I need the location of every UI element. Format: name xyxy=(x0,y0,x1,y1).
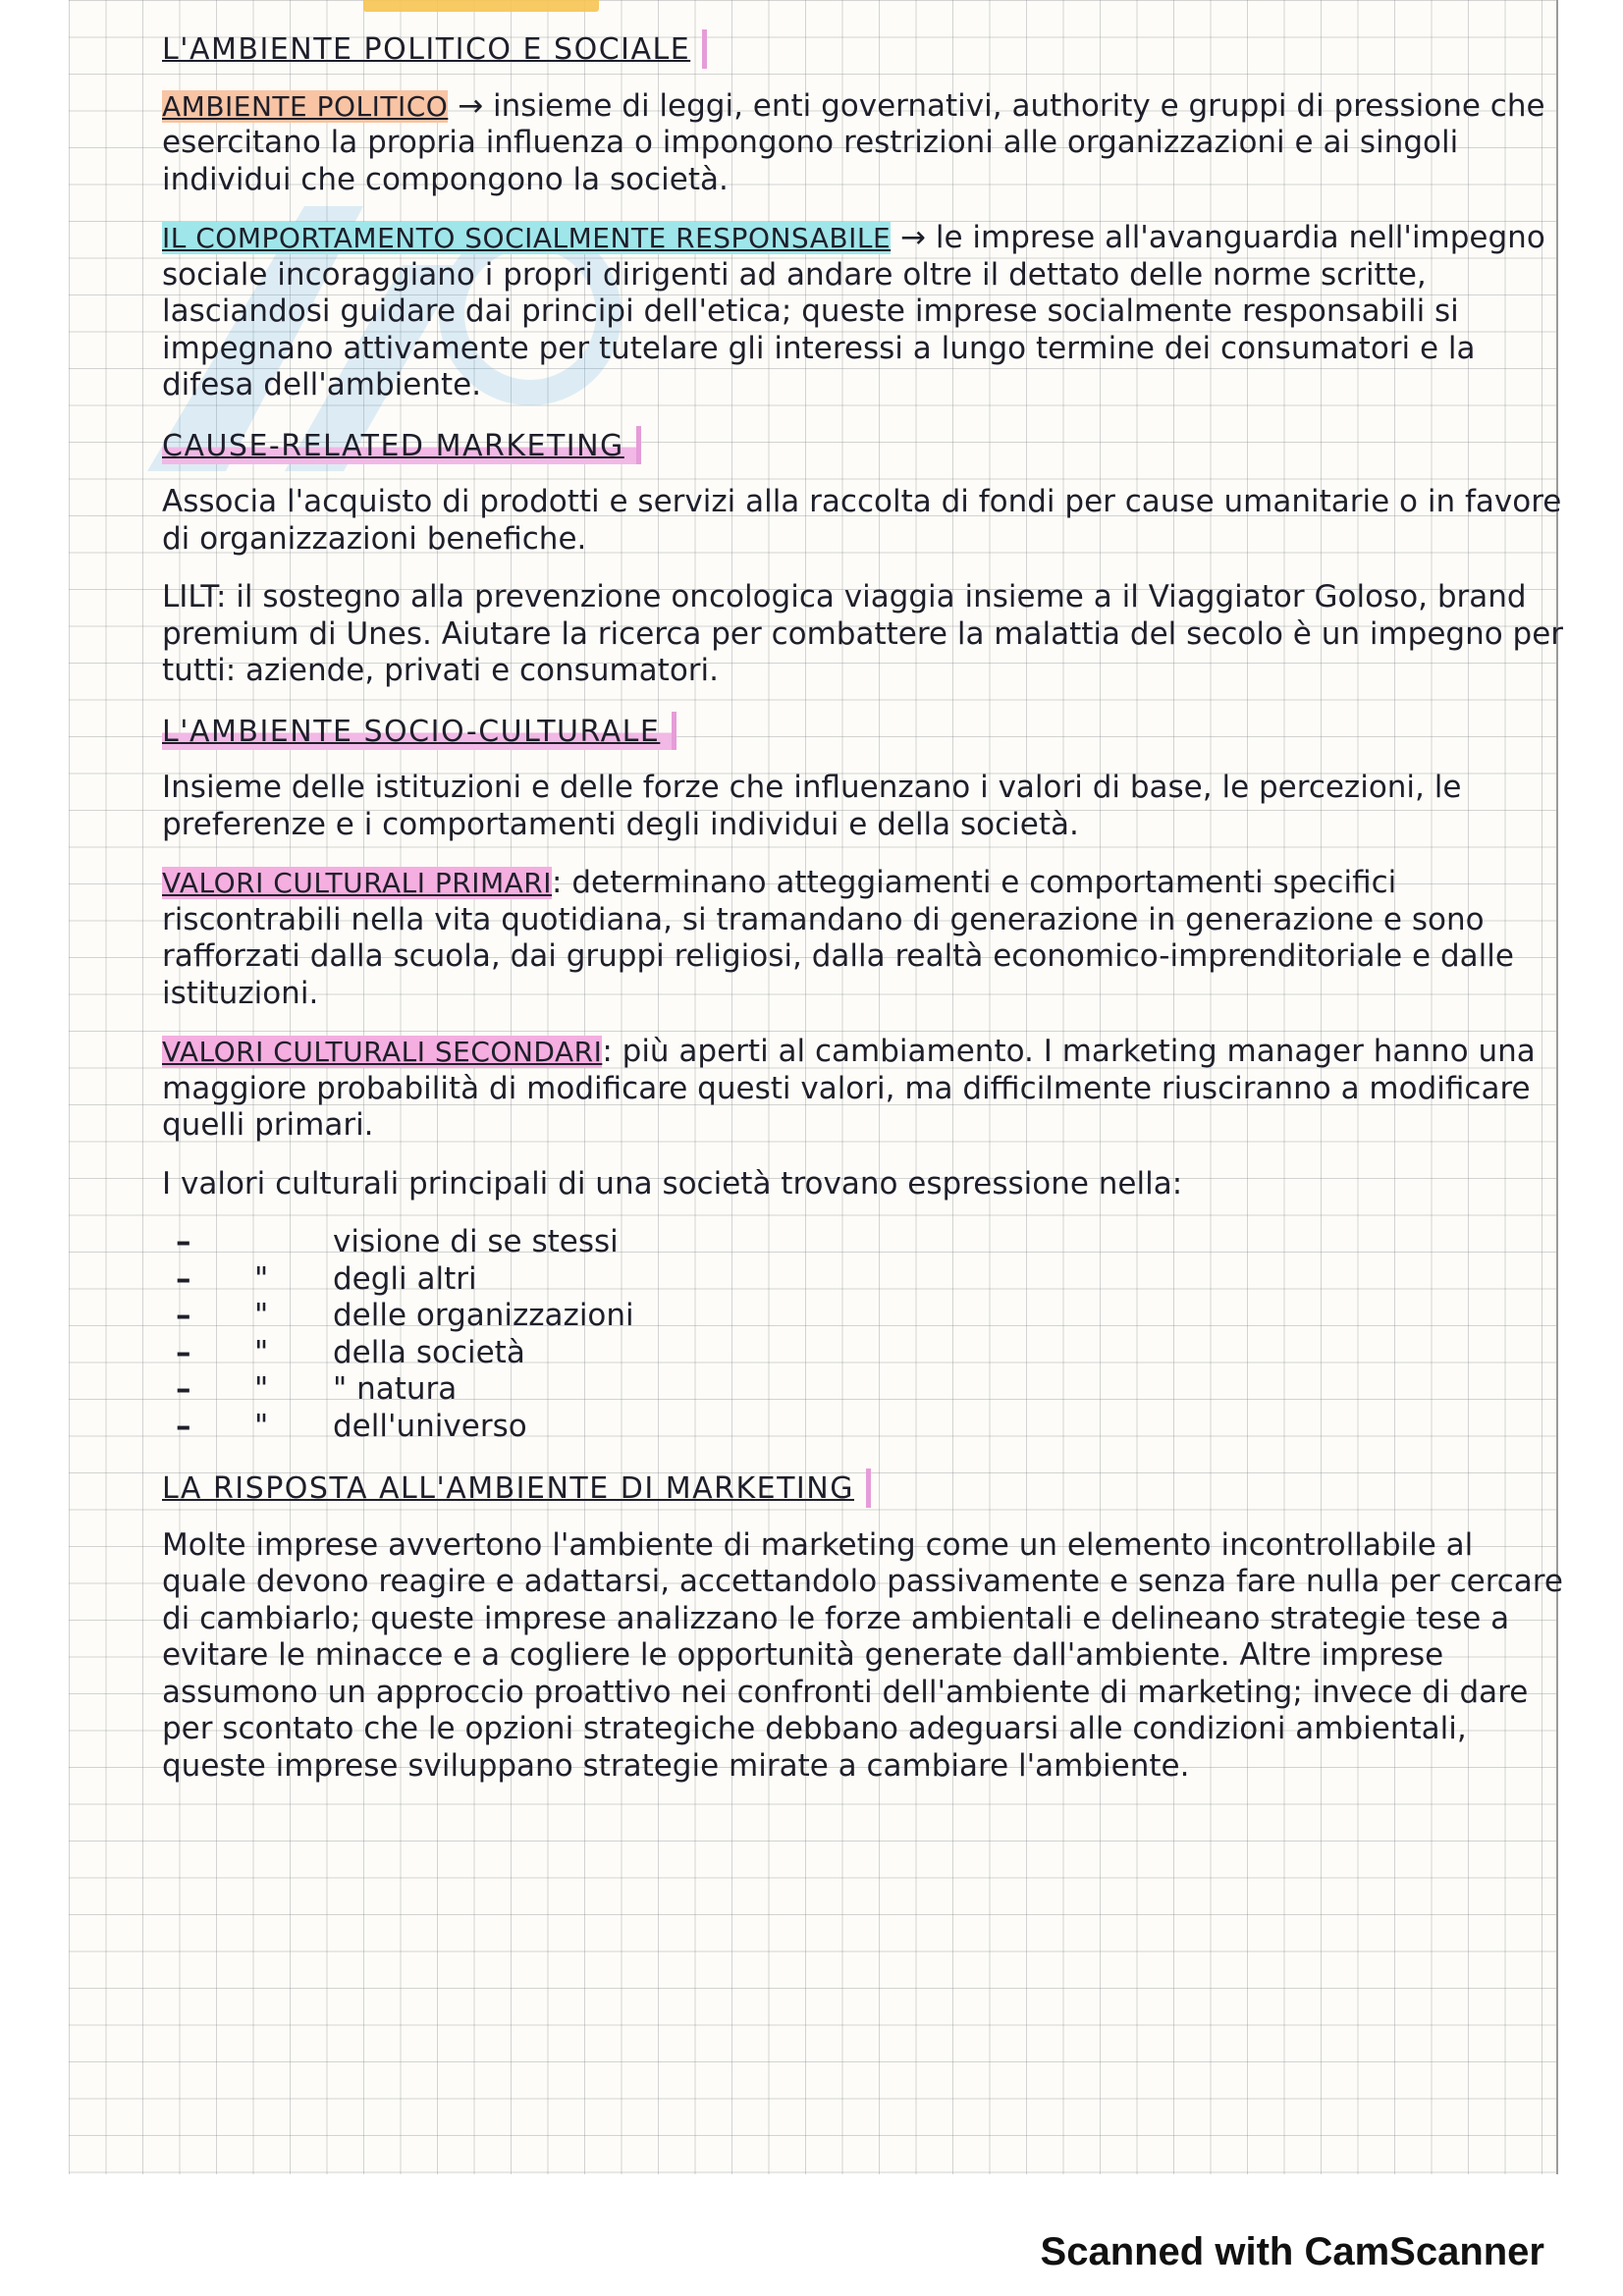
dash-icon: – xyxy=(176,1334,191,1370)
notes-content xyxy=(162,29,1566,1806)
definition-valori-secondari: più aperti al cambiamento. I marketing manager hanno una maggiore probabilità di modificare questi valori, ma difficilmente riusciranno a modificare quelli primari. xyxy=(162,1034,1536,1143)
list-item: – visione di se stessi xyxy=(176,1224,619,1259)
list-item: – " delle organizzazioni xyxy=(176,1298,634,1333)
paragraph-valori-intro: I valori culturali principali di una società trovano espressione nella: xyxy=(162,1165,1183,1201)
notebook-tab xyxy=(363,0,599,12)
dash-icon: – xyxy=(176,1260,191,1297)
paragraph-csr xyxy=(162,220,1566,404)
definition-ambiente-politico: insieme di leggi, enti governativi, authority e gruppi di pressione che esercitano la propria influenza o impongono restrizioni alle organizzazioni e ai singoli individui che compongono la società. xyxy=(162,87,1545,197)
paragraph-risposta: Molte imprese avvertono l'ambiente di marketing come un elemento incontrollabile al quale devono reagire e adattarsi, accettandolo passivamente e senza fare nulla per cercare di cambiarlo; queste imprese analizzano le forze ambientali e delineano strategie tese a evitare le minacce e a cogliere le opportunità generate dall'ambiente. Altre imprese assumono un approccio proattivo nei confronti dell'ambiente di marketing; invece di dare per scontato che le opzioni strategiche debbano adeguarsi alle condizioni ambientali, queste imprese sviluppano strategie mirate a cambiare l'ambiente. xyxy=(162,1526,1563,1784)
dash-icon: – xyxy=(176,1408,191,1444)
ditto-mark: " xyxy=(254,1260,269,1297)
paragraph-crm: Associa l'acquisto di prodotti e servizi alla raccolta di fondi per cause umanitarie o in favore di organizzazioni benefiche. xyxy=(162,484,1562,557)
dash-icon: – xyxy=(176,1371,191,1407)
arrow-icon: → xyxy=(458,87,484,124)
term-csr: IL COMPORTAMENTO SOCIALMENTE RESPONSABILE xyxy=(162,222,892,254)
paragraph-valori-primari: VALORI CULTURALI PRIMARI: determinano atteggiamenti e comportamenti specifici riscontrabili nella vita quotidiana, si tramandano di generazione in generazione e sono rafforzati dalla scuola, dai gruppi religiosi, dalla realtà economico-imprenditoriale e dalle istituzioni. xyxy=(162,865,1514,1011)
arrow-icon: → xyxy=(900,220,926,255)
camscanner-footer: Scanned with CamScanner xyxy=(1040,2230,1544,2273)
definition-csr: le imprese all'avanguardia nell'impegno sociale incoraggiano i propri dirigenti ad andare oltre il dettato delle norme scritte, lasciandosi guidare dai principi dell'etica; queste imprese socialmente responsabili si impegnano attivamente per tutelare gli interessi a lungo termine dei consumatori e la difesa dell'ambiente. xyxy=(162,220,1545,402)
term-ambiente-politico: AMBIENTE POLITICO xyxy=(162,89,449,123)
ditto-mark: " xyxy=(254,1371,269,1407)
ditto-mark: " xyxy=(254,1334,269,1370)
grid-paper-page xyxy=(69,0,1564,2174)
term-valori-secondari: VALORI CULTURALI SECONDARI xyxy=(162,1036,603,1068)
list-item: – " della società xyxy=(176,1334,525,1370)
list-item: – " dell'universo xyxy=(176,1408,527,1444)
paragraph-ambiente-politico xyxy=(162,88,1566,199)
term-valori-primari: VALORI CULTURALI PRIMARI xyxy=(162,867,553,899)
section-heading-risposta: LA RISPOSTA ALL'AMBIENTE DI MARKETING xyxy=(162,1468,871,1508)
section-heading-politico: L'AMBIENTE POLITICO E SOCIALE xyxy=(162,29,707,69)
paragraph-valori-secondari: VALORI CULTURALI SECONDARI: più aperti al cambiamento. I marketing manager hanno una maggiore probabilità di modificare questi valori, ma difficilmente riusciranno a modificare quelli primari. xyxy=(162,1034,1536,1143)
paragraph-socio-culturale: Insieme delle istituzioni e delle forze che influenzano i valori di base, le percezioni, le preferenze e i comportamenti degli individui e della società. xyxy=(162,770,1462,842)
list-item: – " " natura xyxy=(176,1371,458,1407)
section-heading-cause-related: CAUSE-RELATED MARKETING xyxy=(162,426,641,465)
ditto-mark: " xyxy=(254,1298,269,1333)
section-heading-socio-culturale: L'AMBIENTE SOCIO-CULTURALE xyxy=(162,712,676,751)
ditto-mark: " xyxy=(254,1408,269,1444)
paragraph-lilt: LILT: il sostegno alla prevenzione oncologica viaggia insieme a il Viaggiator Goloso, brand premium di Unes. Aiutare la ricerca per combattere la malattia del secolo è un impegno per tutti: aziende, privati e consumatori. xyxy=(162,579,1564,688)
definition-valori-primari: determinano atteggiamenti e comportamenti specifici riscontrabili nella vita quotidiana, si tramandano di generazione in generazione e sono rafforzati dalla scuola, dai gruppi religiosi, dalla realtà economico-imprenditoriale e dalle istituzioni. xyxy=(162,865,1514,1011)
list-item: – " degli altri xyxy=(176,1260,477,1297)
valori-list xyxy=(162,1224,1566,1445)
dash-icon: – xyxy=(176,1298,191,1333)
dash-icon: – xyxy=(176,1224,191,1259)
